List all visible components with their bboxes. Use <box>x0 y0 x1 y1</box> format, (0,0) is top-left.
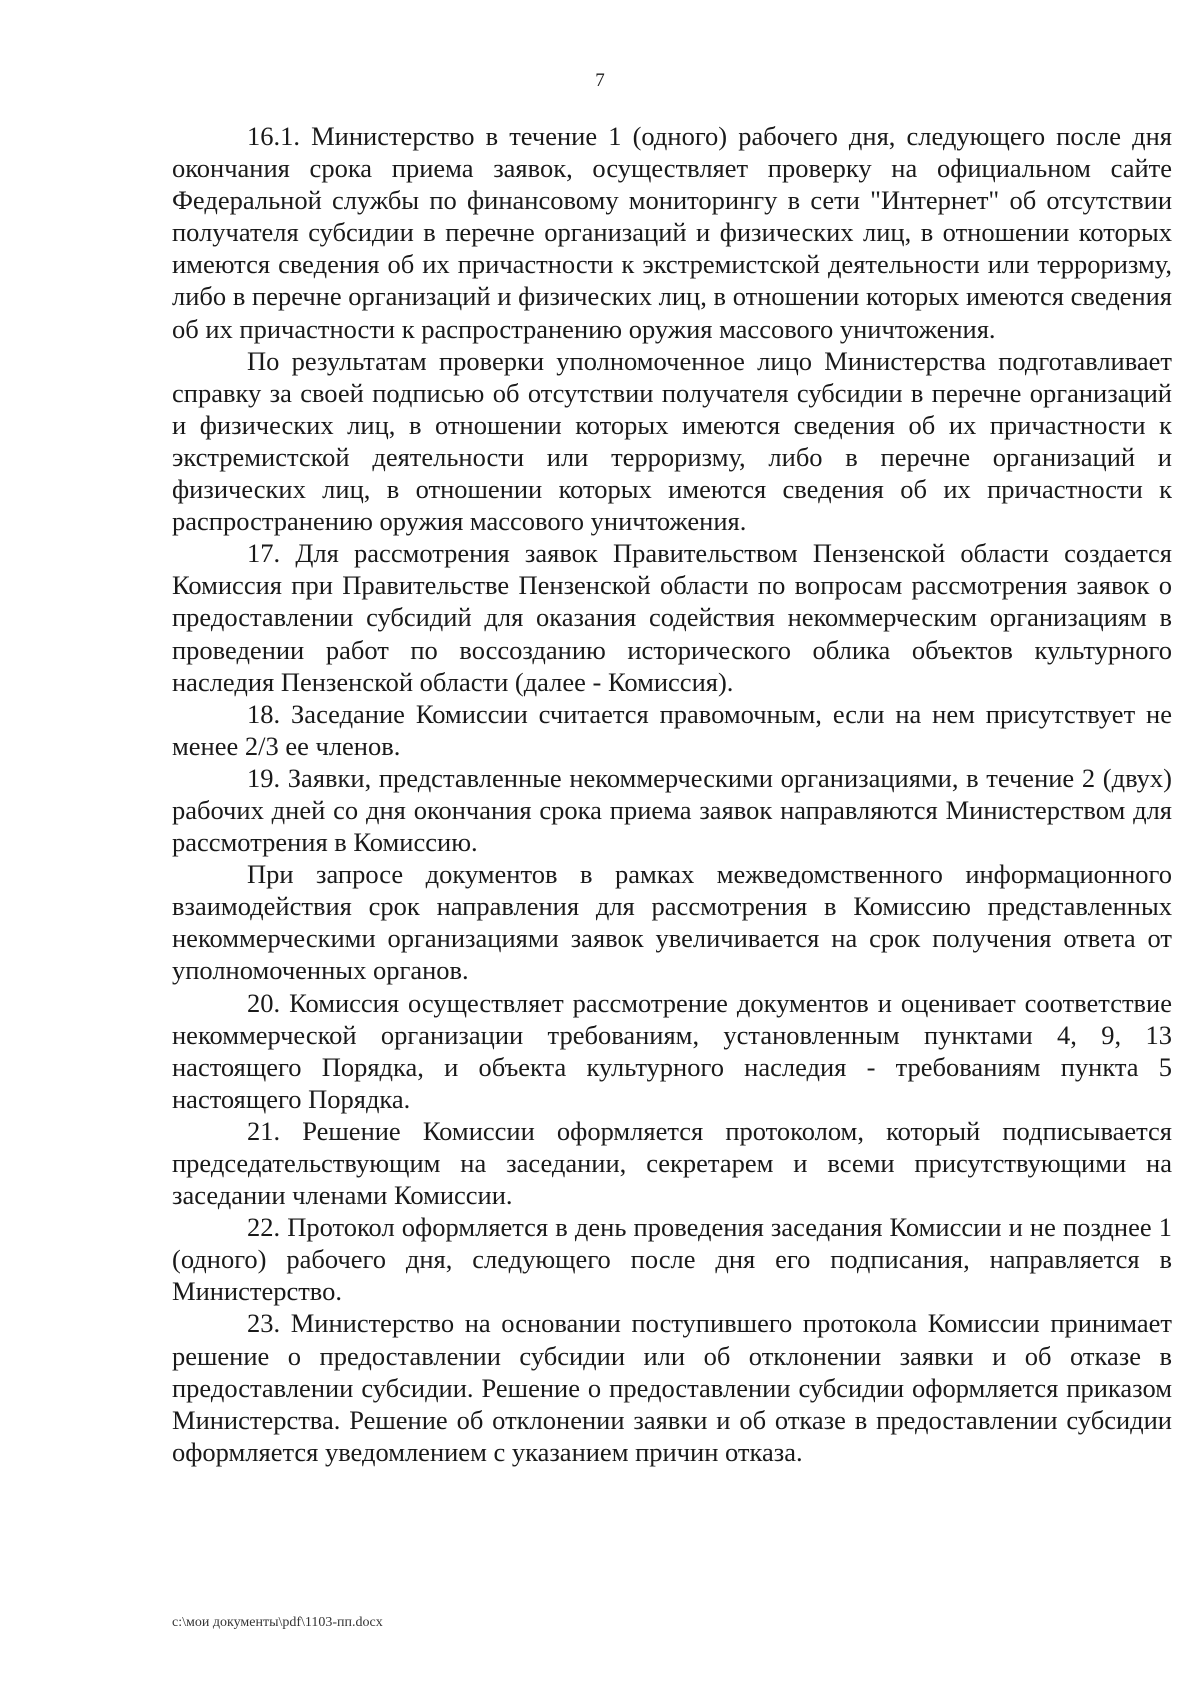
paragraph-16-1: 16.1. Министерство в течение 1 (одного) рабочего дня, следующего после дня окончания срока приема заявок, осуществляет проверку на официальном сайте Федеральной службы по финансовому мониторингу в сети "Интернет" об отсутствии получателя субсидии в перечне организаций и физических лиц, в отношении которых имеются сведения об их причастности к экстремистской деятельности или терроризму, либо в перечне организаций и физических лиц, в отношении которых имеются сведения об их причастности к распространению оружия массового уничтожения. <box>172 121 1172 344</box>
paragraph-20: 20. Комиссия осуществляет рассмотрение документов и оценивает соответствие некоммерческой организации требованиям, установленным пунктами 4, 9, 13 настоящего Порядка, и объекта культурного наследия - требованиям пункта 5 настоящего Порядка. <box>172 987 1172 1114</box>
paragraph-17: 17. Для рассмотрения заявок Правительством Пензенской области создается Комиссия при Правительстве Пензенской области по вопросам рассмотрения заявок о предоставлении субсидий для оказания содействия некоммерческим организациям в проведении работ по воссозданию исторического облика объектов культурного наследия Пензенской области (далее - Комиссия). <box>172 538 1172 697</box>
page-number: 7 <box>595 70 605 91</box>
paragraph-18: 18. Заседание Комиссии считается правомочным, если на нем присутствует не менее 2/3 ее членов. <box>172 698 1172 761</box>
paragraph-19: 19. Заявки, представленные некоммерческими организациями, в течение 2 (двух) рабочих дней со дня окончания срока приема заявок направляются Министерством для рассмотрения в Комиссию. <box>172 762 1172 858</box>
paragraph-23: 23. Министерство на основании поступившего протокола Комиссии принимает решение о предоставлении субсидии или об отклонении заявки и об отказе в предоставлении субсидии. Решение о предоставлении субсидии оформляется приказом Министерства. Решение об отклонении заявки и об отказе в предоставлении субсидии оформляется уведомлением с указанием причин отказа. <box>172 1308 1172 1467</box>
document-body <box>172 120 1172 1468</box>
paragraph-21: 21. Решение Комиссии оформляется протоколом, который подписывается председательствующим на заседании, секретарем и всеми присутствующими на заседании членами Комиссии. <box>172 1115 1172 1211</box>
footer-file-path: c:\мои документы\pdf\1103-пп.docx <box>172 1615 383 1630</box>
paragraph-check-result: По результатам проверки уполномоченное лицо Министерства подготавливает справку за своей подписью об отсутствии получателя субсидии в перечне организаций и физических лиц, в отношении которых имеются сведения об их причастности к экстремистской деятельности или терроризму, либо в перечне организаций и физических лиц, в отношении которых имеются сведения об их причастности к распространению оружия массового уничтожения. <box>172 345 1172 537</box>
paragraph-interagency-request: При запросе документов в рамках межведомственного информационного взаимодействия срок направления для рассмотрения в Комиссию представленных некоммерческими организациями заявок увеличивается на срок получения ответа от уполномоченных органов. <box>172 859 1172 986</box>
paragraph-22: 22. Протокол оформляется в день проведения заседания Комиссии и не позднее 1 (одного) рабочего дня, следующего после дня его подписания, направляется в Министерство. <box>172 1212 1172 1307</box>
